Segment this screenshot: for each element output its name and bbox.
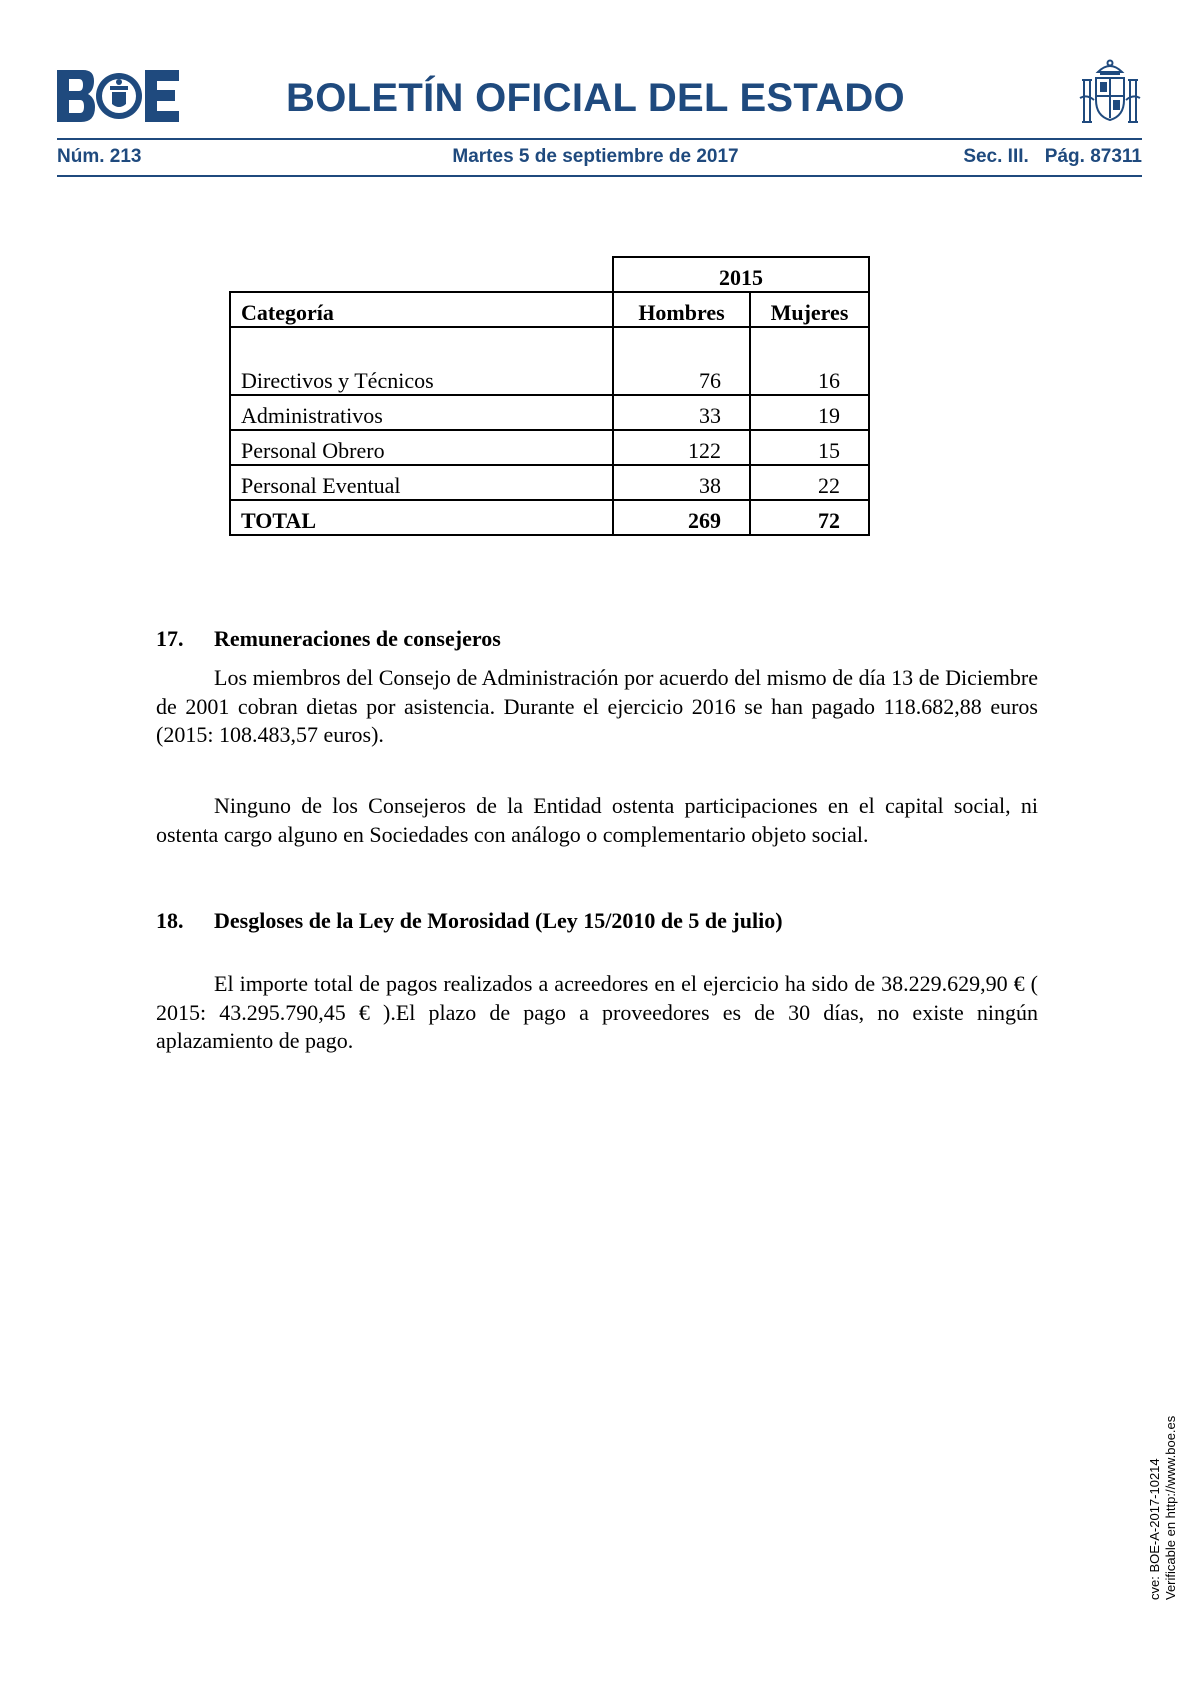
- issue-date: Martes 5 de septiembre de 2017: [452, 146, 739, 167]
- section-18-number: 18.: [156, 908, 184, 933]
- section-label: Sec. III.: [963, 146, 1029, 167]
- table-cell-men: 38: [613, 465, 750, 500]
- table-header-women: Mujeres: [750, 292, 869, 327]
- section-17-number: 17.: [156, 626, 184, 651]
- section-17-title: Remuneraciones de consejeros: [214, 626, 501, 651]
- table-total-label: TOTAL: [230, 500, 613, 535]
- table-cell-men: 33: [613, 395, 750, 430]
- verify-url: Verificable en http://www.boe.es: [1163, 1415, 1178, 1600]
- page-number: Pág. 87311: [1044, 146, 1142, 167]
- table-cell-category: Directivos y Técnicos: [230, 327, 613, 395]
- table-row: [230, 395, 869, 430]
- section-18-title: Desgloses de la Ley de Morosidad (Ley 15/2010 de 5 de julio): [214, 908, 783, 933]
- table-cell-men: 76: [613, 327, 750, 395]
- table-header-category: Categoría: [230, 292, 613, 327]
- table-blank-cell: [230, 257, 613, 292]
- table-cell-women: 19: [750, 395, 869, 430]
- section-page: [963, 146, 1142, 168]
- table-total-women: 72: [750, 500, 869, 535]
- section-17-heading: [156, 626, 501, 652]
- table-total-row: [230, 500, 869, 535]
- cve-verification: [1147, 1416, 1179, 1600]
- section-17-paragraph-1: Los miembros del Consejo de Administración por acuerdo del mismo de día 13 de Diciembre de 2001 cobran dietas por asistencia. Durante el ejercicio 2016 se han pagado 118.682,88 euros (2015: 108.483,57 euros).: [156, 665, 1038, 747]
- table-total-men: 269: [613, 500, 750, 535]
- issue-number: Núm. 213: [57, 146, 142, 167]
- table-cell-women: 16: [750, 327, 869, 395]
- table-cell-women: 22: [750, 465, 869, 500]
- table-row: [230, 430, 869, 465]
- section-18-paragraph-1: El importe total de pagos realizados a acreedores en el ejercicio ha sido de 38.229.629,90 € ( 2015: 43.295.790,45 € ).El plazo de pago a proveedores es de 30 días, no existe ningún aplazamiento de pago.: [156, 971, 1038, 1053]
- table-year-row: [230, 257, 869, 292]
- table-row: [230, 327, 869, 395]
- table-header-men: Hombres: [613, 292, 750, 327]
- section-18-heading: [156, 908, 783, 934]
- section-17-paragraph-2: Ninguno de los Consejeros de la Entidad ostenta participaciones en el capital social, ni ostenta cargo alguno en Sociedades con análogo o complementario objeto social.: [156, 793, 1038, 847]
- header-rule-top: [57, 138, 1142, 140]
- table-cell-women: 15: [750, 430, 869, 465]
- table-header-row: [230, 292, 869, 327]
- coat-of-arms-icon: [1078, 58, 1142, 128]
- table-cell-men: 122: [613, 430, 750, 465]
- header-rule-bottom: [57, 175, 1142, 177]
- table-cell-category: Administrativos: [230, 395, 613, 430]
- table-cell-category: Personal Obrero: [230, 430, 613, 465]
- table-row: [230, 465, 869, 500]
- table-year: 2015: [613, 257, 869, 292]
- table-cell-category: Personal Eventual: [230, 465, 613, 500]
- publication-title: BOLETÍN OFICIAL DEL ESTADO: [286, 76, 905, 120]
- staff-table: [229, 256, 870, 536]
- cve-code: cve: BOE-A-2017-10214: [1147, 1458, 1162, 1600]
